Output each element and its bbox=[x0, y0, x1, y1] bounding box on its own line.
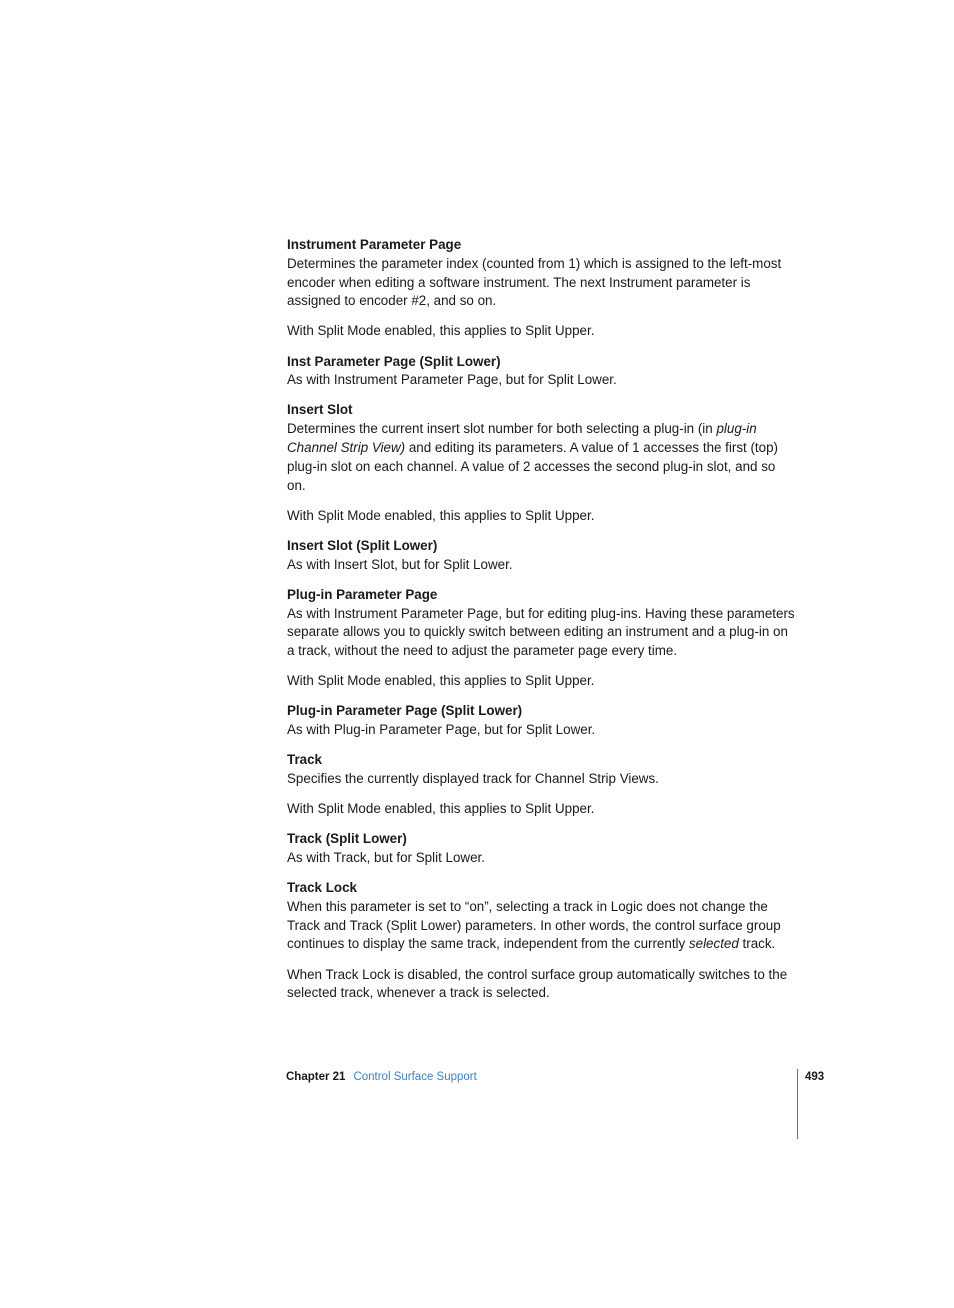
entry-plug-in-parameter-page bbox=[287, 586, 797, 691]
entry-instrument-parameter-page bbox=[287, 236, 797, 341]
entry-track bbox=[287, 751, 797, 819]
chapter-title-link[interactable]: Control Surface Support bbox=[353, 1071, 477, 1083]
entry-paragraph: As with Insert Slot, but for Split Lower. bbox=[287, 556, 513, 572]
entry-heading: Insert Slot bbox=[287, 402, 353, 418]
document-body bbox=[287, 236, 797, 1014]
entry-plug-in-parameter-page-split-lower bbox=[287, 702, 797, 740]
entry-paragraph: As with Instrument Parameter Page, but for Split Lower. bbox=[287, 372, 617, 388]
text-run: When this parameter is set to “on”, selecting a track in Logic does not change the Track and Track (Split Lower) parameters. In other words, the control surface group continues to display the same track, independent from the currently bbox=[287, 898, 781, 952]
entry-heading: Track (Split Lower) bbox=[287, 831, 407, 847]
entry-heading: Track Lock bbox=[287, 880, 357, 896]
entry-heading: Track bbox=[287, 752, 322, 768]
page-footer bbox=[286, 1069, 797, 1085]
italic-text-run: plug-in Channel Strip View) bbox=[287, 421, 757, 456]
entry-paragraph: With Split Mode enabled, this applies to Split Upper. bbox=[287, 323, 595, 339]
entry-paragraph: Determines the parameter index (counted from 1) which is assigned to the left-most encoder when editing a software instrument. The next Instrument parameter is assigned to encoder #2, and so on. bbox=[287, 255, 782, 309]
entry-insert-slot bbox=[287, 401, 797, 525]
entry-track-lock bbox=[287, 879, 797, 1003]
text-run: track. bbox=[738, 936, 776, 952]
entry-paragraph bbox=[287, 898, 797, 954]
text-run: Determines the current insert slot number for both selecting a plug-in (in bbox=[287, 421, 717, 437]
entry-paragraph: As with Instrument Parameter Page, but for editing plug-ins. Having these parameters separate allows you to quickly switch between editing an instrument and a plug-in on a track, without the need to adjust the parameter page every time. bbox=[287, 605, 795, 659]
entry-heading: Plug-in Parameter Page (Split Lower) bbox=[287, 703, 523, 719]
entry-heading: Inst Parameter Page (Split Lower) bbox=[287, 353, 501, 369]
entry-insert-slot-split-lower bbox=[287, 537, 797, 575]
entry-paragraph: With Split Mode enabled, this applies to Split Upper. bbox=[287, 801, 595, 817]
entry-inst-parameter-page-split-lower bbox=[287, 353, 797, 391]
entry-paragraph: With Split Mode enabled, this applies to Split Upper. bbox=[287, 673, 595, 689]
entry-paragraph: With Split Mode enabled, this applies to Split Upper. bbox=[287, 507, 595, 523]
chapter-number: Chapter 21 bbox=[286, 1071, 346, 1083]
entry-track-split-lower bbox=[287, 830, 797, 868]
entry-heading: Plug-in Parameter Page bbox=[287, 586, 438, 602]
entry-paragraph: Specifies the currently displayed track for Channel Strip Views. bbox=[287, 771, 659, 786]
entry-paragraph: As with Track, but for Split Lower. bbox=[287, 849, 485, 865]
page-number: 493 bbox=[805, 1071, 825, 1083]
entry-paragraph: When Track Lock is disabled, the control surface group automatically switches to the selected track, whenever a track is selected. bbox=[287, 966, 788, 1001]
italic-text-run: selected bbox=[688, 936, 739, 952]
entry-paragraph: As with Plug-in Parameter Page, but for Split Lower. bbox=[287, 722, 596, 738]
page-number-divider bbox=[797, 1069, 798, 1139]
entry-paragraph bbox=[287, 420, 797, 495]
text-run: and editing its parameters. A value of 1 accesses the first (top) plug-in slot on each channel. A value of 2 accesses the second plug-in slot, and so on. bbox=[287, 440, 779, 493]
entry-heading: Insert Slot (Split Lower) bbox=[287, 537, 438, 553]
entry-heading: Instrument Parameter Page bbox=[287, 237, 462, 252]
